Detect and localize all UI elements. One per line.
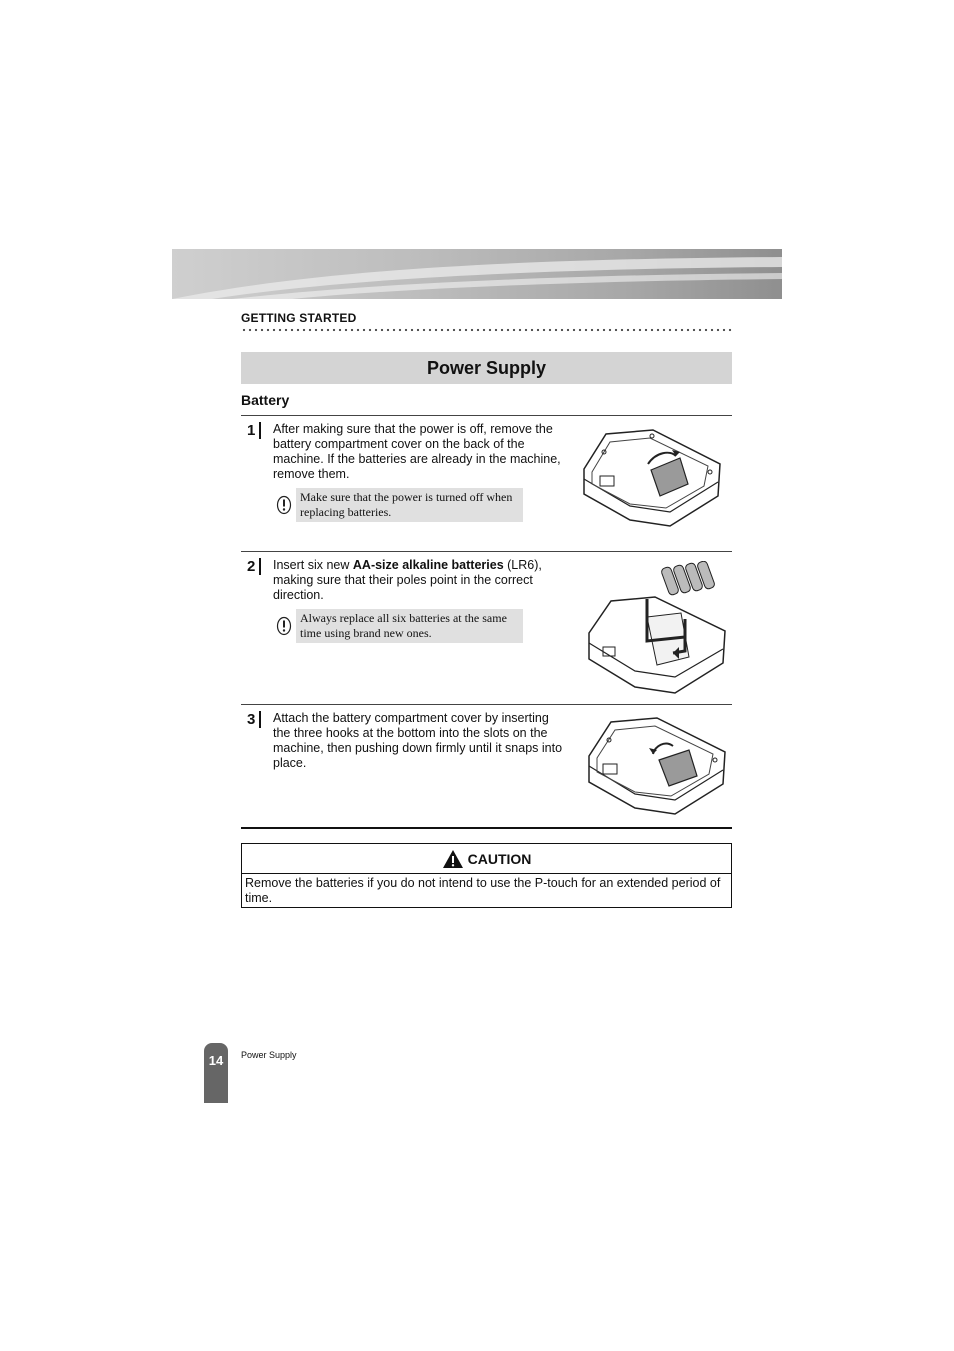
step-text-2 <box>273 558 565 603</box>
device-illustration-2 <box>585 561 731 697</box>
step-number-3: 3 <box>244 711 261 728</box>
dotted-divider <box>241 328 732 332</box>
step-text-2-before: Insert six new <box>273 558 353 572</box>
page-title: Power Supply <box>426 357 547 378</box>
note-icon <box>272 609 296 643</box>
divider-top <box>241 415 732 416</box>
step-text-3: Attach the battery compartment cover by inserting the three hooks at the bottom into the slots on the machine, then pushing down firmly until it snaps into place. <box>273 711 563 770</box>
caution-label: CAUTION <box>467 850 532 867</box>
note-1 <box>272 488 523 522</box>
caution-text: Remove the batteries if you do not intend to use the P-touch for an extended period of time. <box>245 876 721 905</box>
note-2 <box>272 609 523 643</box>
device-illustration-3 <box>585 712 731 818</box>
page-number: 14 <box>208 1053 224 1068</box>
section-label: GETTING STARTED <box>241 311 357 325</box>
battery-pack-icon <box>661 561 716 596</box>
note-text-2: Always replace all six batteries at the same time using brand new ones. <box>296 609 523 643</box>
divider-step-3 <box>241 704 732 705</box>
step-number-1: 1 <box>244 422 261 439</box>
step-number-2: 2 <box>244 558 261 575</box>
step-text-2-after: (LR6), making sure that their poles point in the correct direction. <box>273 558 542 602</box>
caution-header <box>242 844 731 874</box>
note-text-1: Make sure that the power is turned off when replacing batteries. <box>296 488 523 522</box>
page-number-tab <box>204 1043 228 1103</box>
footer-label: Power Supply <box>241 1050 297 1060</box>
divider-bottom <box>241 827 732 829</box>
note-icon <box>272 488 296 522</box>
divider-step-2 <box>241 551 732 552</box>
step-text-2-bold: AA-size alkaline batteries <box>352 558 504 572</box>
header-banner <box>172 249 782 299</box>
device-illustration-1 <box>578 424 728 530</box>
subheading: Battery <box>241 392 290 408</box>
caution-box <box>241 843 732 908</box>
step-text-1: After making sure that the power is off, remove the battery compartment cover on the back of the machine. If the batteries are already in the machine, remove them. <box>273 422 561 481</box>
title-bar <box>241 352 732 384</box>
warning-icon <box>442 849 464 869</box>
